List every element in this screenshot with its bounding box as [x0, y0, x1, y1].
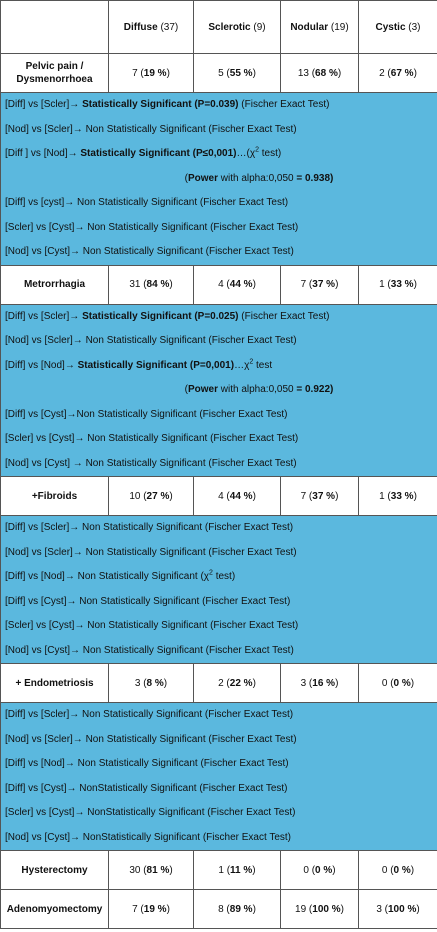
cell-count: 7: [300, 490, 307, 502]
column-header-name: Diffuse: [123, 21, 158, 33]
cell-count: 3: [376, 903, 382, 915]
column-header: [194, 1, 281, 54]
stats-line: [1, 216, 437, 241]
stats-block: [1, 516, 437, 664]
stats-line: [1, 403, 437, 428]
column-header: [359, 1, 437, 54]
data-row-pelvic: [1, 54, 437, 93]
cell-count: 7: [132, 903, 138, 915]
text-segment: [Diff] vs [Cyst]→Non Statistically Significant (Fischer Exact Test): [5, 408, 288, 420]
cell-percent: 100 %: [312, 903, 341, 915]
text-segment: Statistically Significant (P=0.025): [82, 310, 239, 322]
text-segment: [Diff] vs [Scler]→ Non Statistically Significant (Fischer Exact Test): [5, 709, 294, 720]
text-segment: [Diff] vs [Nod]→: [5, 359, 78, 371]
stats-block: [1, 703, 437, 851]
stats-line: [1, 427, 437, 452]
column-header-count: (19): [330, 21, 349, 33]
text-segment: (Fischer Exact Test): [238, 99, 330, 110]
text-segment: [Diff ] vs [Nod]→: [5, 148, 81, 159]
data-cell: 4 (44 %): [194, 265, 281, 304]
cell-percent: 0 %: [315, 864, 333, 876]
power-line: [1, 167, 437, 192]
text-segment: with alpha:0,050: [217, 384, 297, 395]
text-segment: [Diff] vs [Nod]→ Non Statistically Significant (Fischer Exact Test): [5, 758, 289, 769]
cell-percent: 11 %: [230, 864, 253, 876]
data-cell: 10 (27 %): [109, 477, 194, 516]
data-cell: 5 (55 %): [194, 54, 281, 93]
data-cell: 1 (11 %): [194, 851, 281, 890]
text-segment: [Scler] vs [Cyst]→ Non Statistically Significant (Fischer Exact Test): [5, 620, 299, 631]
data-cell: 3 (16 %): [281, 664, 359, 703]
text-segment: test: [253, 359, 273, 371]
data-row-fibroids: [1, 477, 437, 516]
column-header-count: (9): [253, 21, 266, 33]
text-segment: (Fischer Exact Test): [238, 310, 330, 322]
data-row-adeno: [1, 890, 437, 929]
stats-line: [1, 728, 437, 753]
cell-percent: 8 %: [146, 677, 164, 689]
text-segment: Power: [187, 384, 218, 395]
text-segment: (: [184, 172, 188, 184]
cell-count: 31: [129, 279, 141, 290]
cell-percent: 22 %: [229, 677, 253, 689]
cell-percent: 33 %: [390, 279, 414, 290]
stats-line: [1, 590, 437, 615]
stats-line: [1, 240, 437, 265]
text-segment: with alpha:0,050: [217, 172, 297, 184]
data-row-endo: [1, 664, 437, 703]
power-line: [1, 378, 437, 403]
cell-count: 2: [379, 67, 385, 79]
text-segment: Statistically Significant (P=0,001): [77, 359, 235, 371]
row-label-text: Hysterectomy: [21, 864, 88, 876]
header-row: [1, 1, 437, 54]
data-cell: 31 (84 %): [109, 265, 194, 304]
stats-line: [1, 777, 437, 802]
cell-count: 7: [300, 279, 307, 290]
row-label: [1, 664, 109, 703]
stats-line: [1, 118, 437, 143]
stats-line: [1, 329, 437, 354]
text-segment: [Diff] vs [Cyst]→ NonStatistically Significant (Fischer Exact Test): [5, 782, 288, 794]
text-segment: …χ: [234, 359, 250, 371]
text-segment: [Scler] vs [Cyst]→ Non Statistically Significant (Fischer Exact Test): [5, 221, 299, 233]
stats-line: [1, 93, 437, 118]
text-segment: Statistically Significant (P≤0,001): [80, 148, 237, 159]
text-segment: [Diff] vs [Scler]→: [5, 310, 83, 322]
cell-percent: 27 %: [146, 490, 170, 502]
stats-line: [1, 305, 437, 330]
cell-percent: 19 %: [143, 903, 167, 915]
cell-percent: 67 %: [390, 67, 414, 79]
data-cell: 13 (68 %): [281, 54, 359, 93]
data-cell: 0 (0 %): [359, 851, 437, 890]
stats-line: [1, 752, 437, 777]
text-segment: Statistically Significant (P=0.039): [82, 99, 239, 110]
stats-line: [1, 639, 437, 664]
data-cell: 3 (100 %): [359, 890, 437, 929]
cell-percent: 81 %: [146, 864, 170, 876]
cell-percent: 19 %: [143, 67, 167, 79]
superscript: 2: [249, 358, 254, 366]
cell-count: 4: [218, 490, 224, 502]
data-cell: 2 (67 %): [359, 54, 437, 93]
row-label-text: Adenomyomectomy: [6, 903, 103, 915]
text-segment: [Diff] vs [Scler]→ Non Statistically Significant (Fischer Exact Test): [5, 522, 294, 533]
cell-percent: 84 %: [146, 279, 170, 290]
data-cell: 8 (89 %): [194, 890, 281, 929]
cell-count: 2: [218, 677, 224, 689]
cell-count: 1: [379, 490, 385, 502]
data-row-metro: [1, 265, 437, 304]
column-header: [281, 1, 359, 54]
data-cell: 7 (19 %): [109, 54, 194, 93]
text-segment: (: [184, 384, 188, 395]
text-segment: = 0.938): [296, 172, 334, 184]
stats-line: [1, 614, 437, 639]
data-cell: 7 (37 %): [281, 477, 359, 516]
cell-percent: 89 %: [229, 903, 253, 915]
text-segment: [Nod] vs [Cyst] → Non Statistically Significant (Fischer Exact Test): [5, 457, 297, 469]
stats-line: [1, 565, 437, 590]
data-cell: 7 (37 %): [281, 265, 359, 304]
text-segment: [Nod] vs [Cyst]→ Non Statistically Significant (Fischer Exact Test): [5, 246, 294, 257]
column-header-count: (3): [408, 21, 421, 33]
row-label-text: + Endometriosis: [15, 677, 94, 689]
text-segment: [Diff] vs [Scler]→: [5, 99, 83, 110]
stats-line: [1, 452, 437, 477]
cell-count: 13: [297, 67, 309, 79]
data-cell: 1 (33 %): [359, 265, 437, 304]
cell-count: 7: [132, 67, 138, 79]
text-segment: [Nod] vs [Scler]→ Non Statistically Significant (Fischer Exact Test): [5, 123, 297, 135]
stats-line: [1, 801, 437, 826]
row-label: [1, 265, 109, 304]
superscript: 2: [209, 569, 213, 577]
column-header-name: Cystic: [375, 21, 406, 33]
text-segment: = 0.922): [296, 384, 334, 395]
row-label: [1, 477, 109, 516]
row-label: [1, 890, 109, 929]
text-segment: [Scler] vs [Cyst]→ NonStatistically Significant (Fischer Exact Test): [5, 807, 296, 818]
text-segment: Power: [187, 172, 218, 184]
data-cell: 3 (8 %): [109, 664, 194, 703]
column-header-name: Sclerotic: [208, 21, 251, 33]
row-label-text: +Fibroids: [31, 490, 78, 502]
cell-percent: 44 %: [229, 490, 253, 502]
row-label-text: Pelvic pain / Dysmenorrhoea: [16, 61, 93, 85]
text-segment: [Diff] vs [Cyst]→ Non Statistically Significant (Fischer Exact Test): [5, 595, 291, 607]
row-label: [1, 851, 109, 890]
text-segment: [Diff] vs [cyst]→ Non Statistically Significant (Fischer Exact Test): [5, 197, 289, 208]
stats-line: [1, 354, 437, 379]
cell-count: 0: [381, 677, 388, 689]
text-segment: [Nod] vs [Scler]→ Non Statistically Significant (Fischer Exact Test): [5, 335, 297, 346]
text-segment: test): [258, 148, 282, 159]
cell-count: 5: [218, 67, 224, 79]
stats-block: [1, 93, 437, 266]
cell-percent: 44 %: [229, 279, 253, 290]
cell-count: 30: [129, 864, 141, 876]
text-segment: [Nod] vs [Cyst]→ Non Statistically Significant (Fischer Exact Test): [5, 644, 294, 656]
cell-count: 3: [134, 677, 141, 689]
cell-count: 3: [300, 677, 307, 689]
data-cell: 0 (0 %): [359, 664, 437, 703]
text-segment: test): [212, 571, 236, 582]
cell-count: 19: [295, 903, 307, 915]
stats-line: [1, 516, 437, 541]
text-segment: [Diff] vs [Nod]→ Non Statistically Significant (χ: [5, 571, 210, 582]
cell-count: 0: [381, 864, 388, 876]
column-header-count: (37): [160, 21, 179, 33]
cell-count: 1: [379, 279, 385, 290]
text-segment: [Nod] vs [Scler]→ Non Statistically Significant (Fischer Exact Test): [5, 546, 297, 558]
stats-line: [1, 191, 437, 216]
cell-count: 1: [218, 864, 224, 876]
cell-count: 10: [129, 490, 141, 502]
stats-block: [1, 304, 437, 477]
row-label: [1, 54, 109, 93]
cell-percent: 0 %: [393, 864, 411, 876]
cell-percent: 55 %: [229, 67, 253, 79]
column-header-name: Nodular: [290, 21, 329, 33]
cell-count: 0: [303, 864, 309, 876]
data-cell: 4 (44 %): [194, 477, 281, 516]
stats-row-endo: [1, 703, 437, 851]
data-cell: 2 (22 %): [194, 664, 281, 703]
superscript: 2: [255, 146, 259, 154]
header-empty-cell: [1, 1, 109, 54]
cell-count: 4: [218, 279, 224, 290]
cell-percent: 16 %: [312, 677, 336, 689]
data-cell: 7 (19 %): [109, 890, 194, 929]
cell-percent: 0 %: [393, 677, 411, 689]
data-cell: 19 (100 %): [281, 890, 359, 929]
stats-row-fibroids: [1, 516, 437, 664]
stats-row-pelvic: [1, 93, 437, 266]
text-segment: [Nod] vs [Cyst]→ NonStatistically Significant (Fischer Exact Test): [5, 831, 292, 843]
text-segment: …(χ: [236, 148, 256, 159]
cell-percent: 100 %: [387, 903, 417, 915]
data-row-hyst: [1, 851, 437, 890]
stats-line: [1, 703, 437, 728]
cell-percent: 37 %: [312, 279, 336, 290]
stats-line: [1, 826, 437, 851]
stats-row-metro: [1, 304, 437, 477]
data-cell: 30 (81 %): [109, 851, 194, 890]
stats-line: [1, 142, 437, 167]
cell-percent: 68 %: [315, 67, 338, 79]
cell-percent: 33 %: [390, 490, 414, 502]
cell-count: 8: [218, 903, 224, 915]
row-label-text: Metrorrhagia: [23, 279, 86, 290]
text-segment: [Nod] vs [Scler]→ Non Statistically Significant (Fischer Exact Test): [5, 733, 297, 745]
data-cell: 1 (33 %): [359, 477, 437, 516]
cell-percent: 37 %: [312, 490, 336, 502]
stats-line: [1, 541, 437, 566]
data-cell: 0 (0 %): [281, 851, 359, 890]
text-segment: [Scler] vs [Cyst]→ Non Statistically Significant (Fischer Exact Test): [5, 433, 299, 444]
column-header: [109, 1, 194, 54]
